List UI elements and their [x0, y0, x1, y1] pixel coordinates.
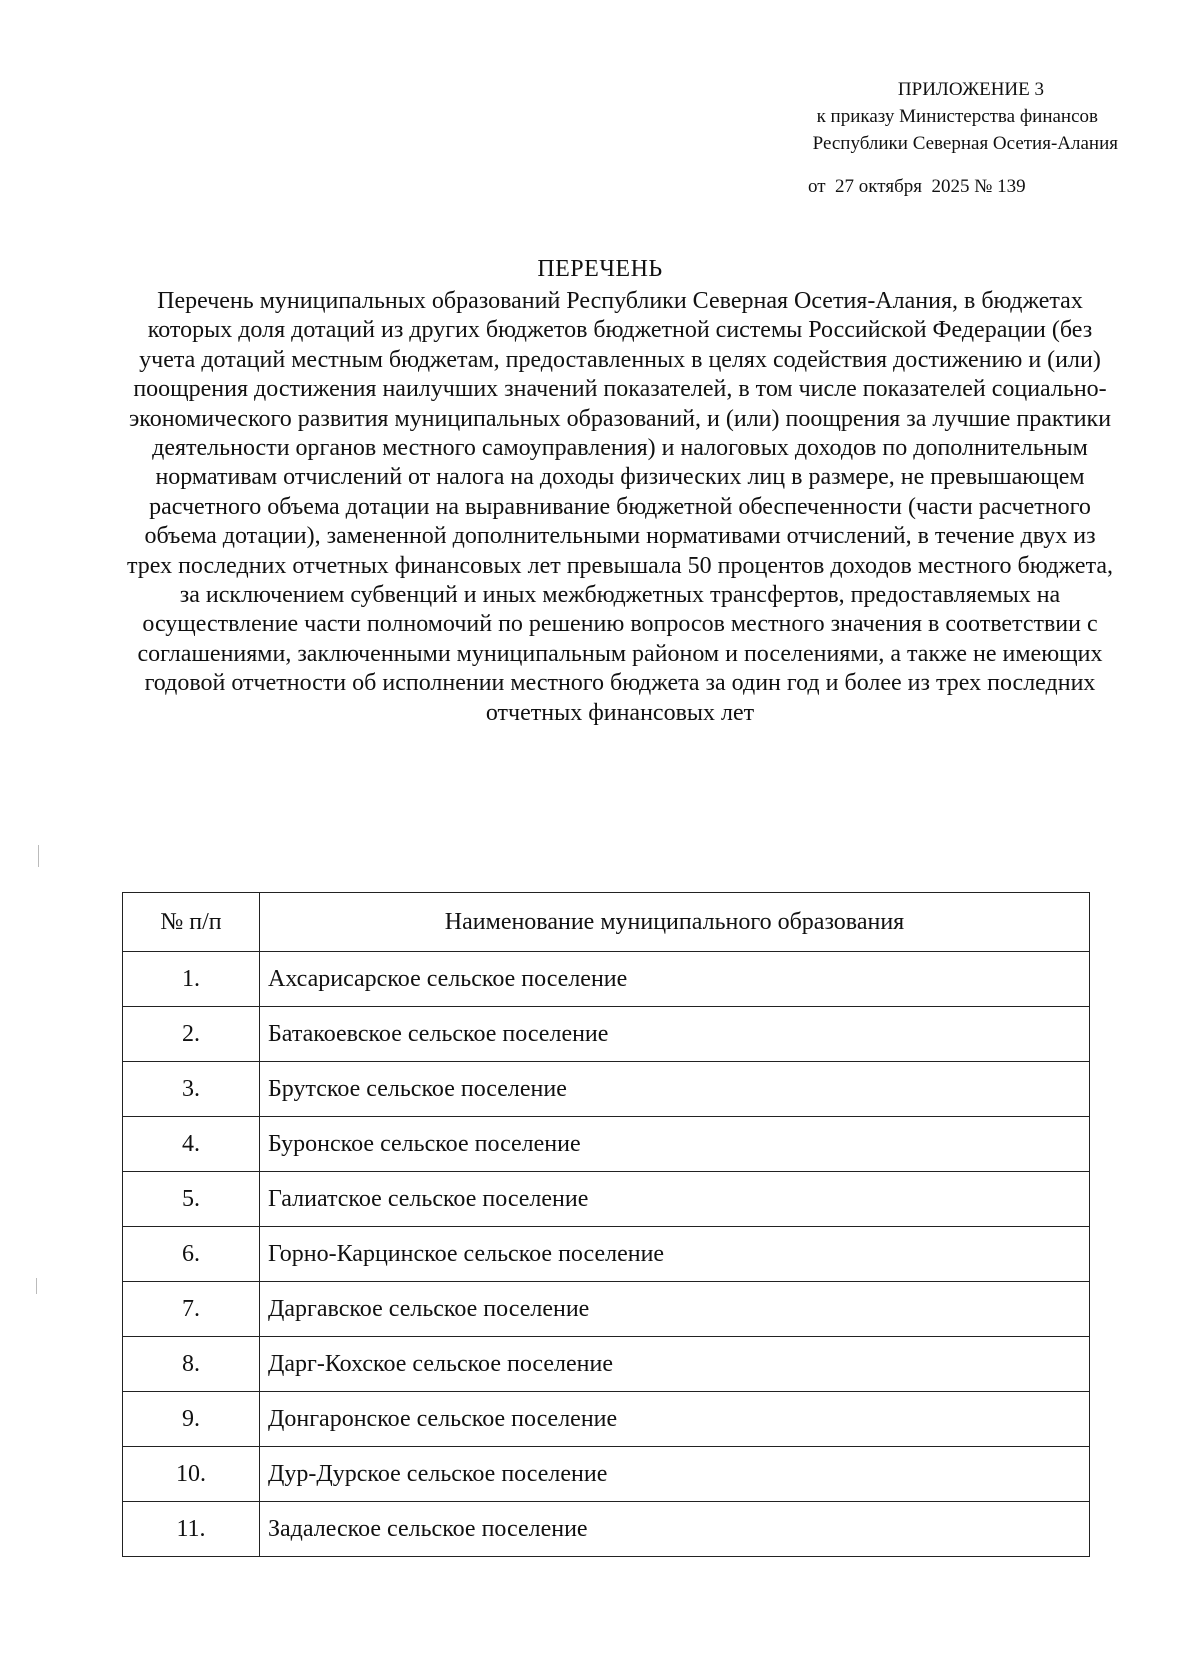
row-name: Задалеское сельское поселение	[260, 1502, 1090, 1557]
table-row	[123, 1007, 1090, 1062]
row-name: Ахсарисарское сельское поселение	[260, 952, 1090, 1007]
row-number: 2.	[123, 1007, 260, 1062]
row-number: 11.	[123, 1502, 260, 1557]
row-number: 7.	[123, 1282, 260, 1337]
row-number: 3.	[123, 1062, 260, 1117]
appendix-number: ПРИЛОЖЕНИЕ 3	[897, 79, 1044, 100]
row-number: 8.	[123, 1337, 260, 1392]
table-row	[123, 1117, 1090, 1172]
row-number: 5.	[123, 1172, 260, 1227]
scan-artifact-mark	[38, 845, 39, 867]
row-name: Даргавское сельское поселение	[260, 1282, 1090, 1337]
column-header-name: Наименование муниципального образования	[260, 893, 1090, 952]
row-name: Дарг-Кохское сельское поселение	[260, 1337, 1090, 1392]
scan-artifact-mark	[36, 1278, 37, 1294]
table-row	[123, 1172, 1090, 1227]
table-row	[123, 1282, 1090, 1337]
row-name: Горно-Карцинское сельское поселение	[260, 1227, 1090, 1282]
row-name: Брутское сельское поселение	[260, 1062, 1090, 1117]
row-name: Батакоевское сельское поселение	[260, 1007, 1090, 1062]
table-row	[123, 1337, 1090, 1392]
appendix-ministry: Республики Северная Осетия-Алания	[812, 133, 1118, 154]
column-header-number: № п/п	[123, 893, 260, 952]
table-row	[123, 1502, 1090, 1557]
document-subtitle: Перечень муниципальных образований Республики Северная Осетия-Алания, в бюджетах которых доля дотаций из других бюджетов бюджетной системы Российской Федерации (без учета дотаций местным бюджетам, предоставленных в целях содействия достижению и (или) поощрения достижения наилучших значений показателей, в том числе показателей социально-экономического развития муниципальных образований, и (или) поощрения за лучшие практики деятельности органов местного самоуправления) и налоговых доходов по дополнительным нормативам отчислений от налога на доходы физических лиц в размере, не превышающем расчетного объема дотации на выравнивание бюджетной обеспеченности (части расчетного объема дотации), замененной дополнительными нормативами отчислений, в течение двух из трех последних отчетных финансовых лет превышала 50 процентов доходов местного бюджета, за исключением субвенций и иных межбюджетных трансфертов, предоставляемых на осуществление части полномочий по решению вопросов местного значения в соответствии с соглашениями, заключенными муниципальным районом и поселениями, а также не имеющих годовой отчетности об исполнении местного бюджета за один год и более из трех последних отчетных финансовых лет	[126, 288, 1114, 726]
table-row	[123, 1227, 1090, 1282]
table-row	[123, 952, 1090, 1007]
table-row	[123, 1447, 1090, 1502]
appendix-block	[658, 76, 1118, 157]
row-number: 1.	[123, 952, 260, 1007]
row-number: 9.	[123, 1392, 260, 1447]
appendix-order-ref: к приказу Министерства финансов	[816, 106, 1098, 127]
row-number: 4.	[123, 1117, 260, 1172]
row-name: Буронское сельское поселение	[260, 1117, 1090, 1172]
row-number: 6.	[123, 1227, 260, 1282]
document-title: ПЕРЕЧЕНЬ	[537, 256, 663, 282]
row-number: 10.	[123, 1447, 260, 1502]
table-row	[123, 1062, 1090, 1117]
order-date: от 27 октября 2025 № 139	[808, 176, 1026, 197]
row-name: Донгаронское сельское поселение	[260, 1392, 1090, 1447]
row-name: Галиатское сельское поселение	[260, 1172, 1090, 1227]
municipalities-table	[122, 892, 1090, 1557]
table-row	[123, 1392, 1090, 1447]
row-name: Дур-Дурское сельское поселение	[260, 1447, 1090, 1502]
table-header-row	[123, 893, 1090, 952]
